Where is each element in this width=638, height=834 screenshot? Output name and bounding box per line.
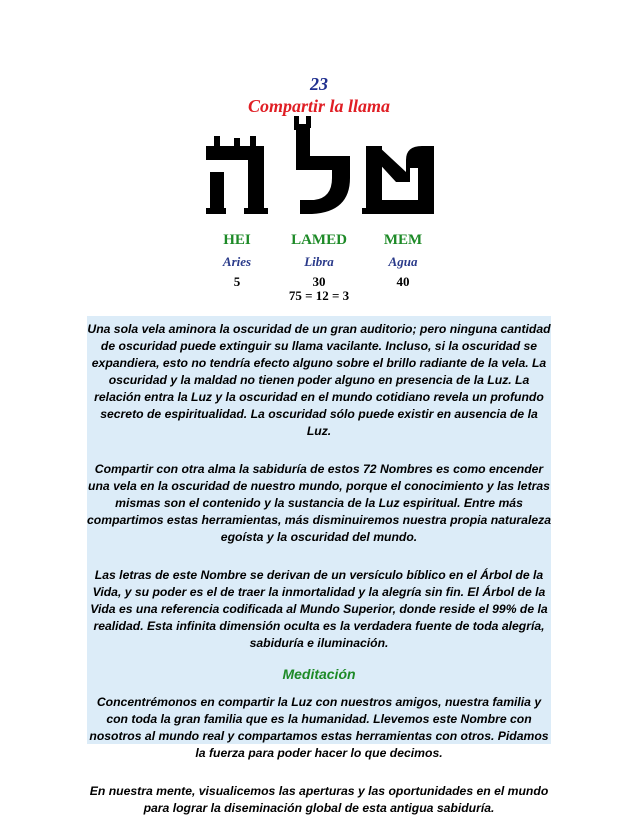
lamed-letter-glyph xyxy=(294,116,350,214)
paragraph-visualize: En nuestra mente, visualicemos las aperturas y las oportunidades en el mundo para lograr la diseminación global de esta antigua sabiduría. xyxy=(89,784,549,815)
paragraph-meditation: Concentrémonos en compartir la Luz con nuestros amigos, nuestra familia y con toda la gran familia que es la humanidad. Llevemos este Nombre con nosotros al mundo real y compartamos estas herramientas con otros. Pidamos la fuerza para poder hacer lo que decimos. xyxy=(89,695,549,760)
paragraph-sharing: Compartir con otra alma la sabiduría de estos 72 Nombres es como encender una vela en la oscuridad de nuestro mundo, porque el conocimiento y las letras mismas son el contenido y la sustancia de la Luz espiritual. Entre más compartimos estas herramientas, más disminuiremos nuestra propia naturaleza egoísta y la oscuridad del mundo. xyxy=(87,462,551,544)
hebrew-letters-image xyxy=(200,116,440,226)
letter-value: 30 xyxy=(312,274,326,289)
letter-sign: Agua xyxy=(388,254,418,269)
letter-name: HEI xyxy=(223,232,251,248)
letter-name: MEM xyxy=(383,232,423,248)
paragraph-intro: Una sola vela aminora la oscuridad de un gran auditorio; pero ninguna cantidad de oscuridad puede extinguir su llama vacilante. Incluso, si la oscuridad se expandiera, esto no tendría efecto alguno sobre el brillo radiante de la vela. La oscuridad y la maldad no tienen poder alguno en presencia de la Luz. La relación entra la Luz y la oscuridad en el mundo cotidiano revela un profundo secreto de espiritualidad. La oscuridad sólo puede existir en ausencia de la Luz. xyxy=(87,322,551,438)
numeric-sum: 75 = 12 = 3 xyxy=(288,288,350,303)
mem-letter-glyph xyxy=(362,146,434,214)
hei-letter-glyph xyxy=(206,136,268,214)
letter-column-hei xyxy=(197,232,277,294)
name-number: 23 xyxy=(310,74,328,94)
letter-column-lamed xyxy=(279,232,359,294)
page-title: Compartir la llama xyxy=(247,96,391,116)
letter-name: LAMED xyxy=(291,232,347,248)
paragraph-origin: Las letras de este Nombre se derivan de un versículo bíblico en el Árbol de la Vida, y su poder es el de traer la inmortalidad y la alegría sin fin. El Árbol de la Vida es una referencia codificada al Mundo Superior, donde reside el 99% de la realidad. Esta infinita dimensión oculta es la verdadera fuente de toda alegría, sabiduría e iluminación. xyxy=(90,568,548,650)
letter-column-mem xyxy=(363,232,443,294)
letter-sign: Libra xyxy=(304,254,334,269)
letter-sign: Aries xyxy=(222,254,252,269)
meditation-heading: Meditación xyxy=(282,666,356,682)
letter-value: 40 xyxy=(396,274,410,289)
text-panel xyxy=(87,316,551,834)
letter-value: 5 xyxy=(233,274,241,289)
